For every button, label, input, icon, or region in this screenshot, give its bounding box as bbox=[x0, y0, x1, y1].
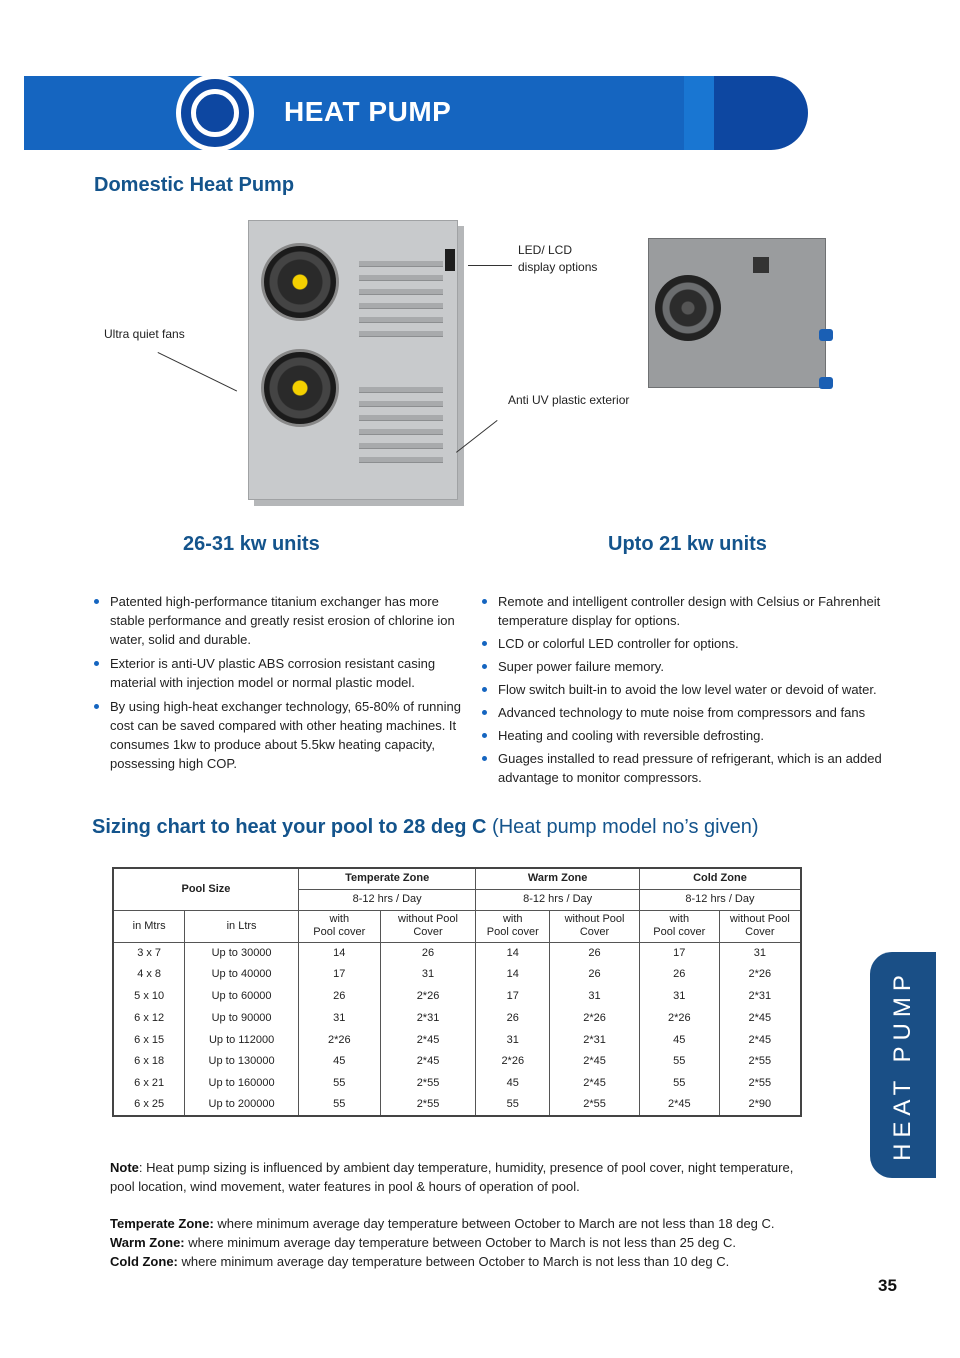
table-row bbox=[113, 964, 801, 986]
table-row bbox=[113, 942, 801, 964]
table-cell: 31 bbox=[298, 1007, 380, 1029]
list-item: Heating and cooling with reversible defrosting. bbox=[482, 726, 892, 745]
table-cell: 2*55 bbox=[719, 1073, 801, 1095]
table-cell: 45 bbox=[639, 1029, 719, 1051]
side-tab-label bbox=[870, 952, 936, 1178]
zone-text: where minimum average day temperature between October to March is not less than 25 deg C. bbox=[184, 1235, 736, 1250]
vent-slat bbox=[359, 415, 443, 421]
table-cell: 45 bbox=[476, 1073, 550, 1095]
table-cell: 31 bbox=[719, 942, 801, 964]
zone-text: where minimum average day temperature between October to March are not less than 18 deg C. bbox=[213, 1216, 775, 1231]
note-text: : Heat pump sizing is influenced by ambient day temperature, humidity, presence of pool cover, night temperature, pool location, wind movement, water features in pool & hours of operation of pool. bbox=[110, 1160, 794, 1194]
table-cell: 2*26 bbox=[298, 1029, 380, 1051]
large-heat-pump-image bbox=[248, 220, 458, 500]
zone-definition bbox=[110, 1214, 830, 1233]
zone-text: where minimum average day temperature between October to March is not less than 10 deg C. bbox=[177, 1254, 730, 1269]
table-cell: Up to 112000 bbox=[185, 1029, 299, 1051]
table-cell: 5 x 10 bbox=[113, 986, 185, 1008]
list-item: Remote and intelligent controller design with Celsius or Fahrenheit temperature display for options. bbox=[482, 592, 892, 630]
table-cell: 2*26 bbox=[476, 1051, 550, 1073]
table-cell: 26 bbox=[639, 964, 719, 986]
table-cell: 2*90 bbox=[719, 1095, 801, 1117]
table-cell: 17 bbox=[476, 986, 550, 1008]
sizing-chart-title bbox=[92, 816, 758, 839]
table-cell: 6 x 25 bbox=[113, 1095, 185, 1117]
table-cell: 2*26 bbox=[719, 964, 801, 986]
table-cell: 26 bbox=[380, 942, 476, 964]
table-cell: 55 bbox=[639, 1073, 719, 1095]
table-cell: 2*26 bbox=[639, 1007, 719, 1029]
sizing-table bbox=[112, 867, 802, 1117]
table-cell: 31 bbox=[550, 986, 640, 1008]
zone-header: Warm Zone bbox=[476, 868, 640, 889]
list-item: Exterior is anti-UV plastic ABS corrosion resistant casing material with injection model or normal plastic model. bbox=[94, 654, 464, 692]
vent-slat bbox=[359, 429, 443, 435]
table-cell: 2*45 bbox=[550, 1051, 640, 1073]
zone-definition bbox=[110, 1252, 830, 1271]
table-cell: 26 bbox=[550, 942, 640, 964]
zone-label: Cold Zone: bbox=[110, 1254, 178, 1269]
callout-ultra-quiet: Ultra quiet fans bbox=[104, 327, 185, 341]
table-row bbox=[113, 1051, 801, 1073]
table-cell: 6 x 15 bbox=[113, 1029, 185, 1051]
zone-header: Cold Zone bbox=[639, 868, 801, 889]
table-cell: 17 bbox=[639, 942, 719, 964]
table-cell: 2*31 bbox=[380, 1007, 476, 1029]
vent-slat bbox=[359, 303, 443, 309]
vent-slat bbox=[359, 331, 443, 337]
col-header-without-cover: without Pool Cover bbox=[550, 910, 640, 942]
page-number: 35 bbox=[878, 1276, 897, 1295]
page-title: HEAT PUMP bbox=[284, 96, 452, 127]
list-item: Patented high-performance titanium exchanger has more stable performance and greatly resist erosion of chlorine ion water, solid and durable. bbox=[94, 592, 464, 649]
side-tab-text: HEAT PUMP bbox=[889, 969, 916, 1161]
table-cell: Up to 200000 bbox=[185, 1095, 299, 1117]
table-cell: 2*55 bbox=[380, 1073, 476, 1095]
list-item: Advanced technology to mute noise from compressors and fans bbox=[482, 703, 892, 722]
table-cell: 2*55 bbox=[380, 1095, 476, 1117]
table-cell: 26 bbox=[298, 986, 380, 1008]
zone-header: Temperate Zone bbox=[298, 868, 475, 889]
table-cell: 45 bbox=[298, 1051, 380, 1073]
hours-header: 8-12 hrs / Day bbox=[476, 889, 640, 910]
table-cell: 26 bbox=[476, 1007, 550, 1029]
right-feature-list bbox=[482, 592, 892, 791]
table-cell: 31 bbox=[476, 1029, 550, 1051]
table-cell: 14 bbox=[476, 942, 550, 964]
table-cell: 31 bbox=[639, 986, 719, 1008]
table-cell: 2*45 bbox=[639, 1095, 719, 1117]
fan-icon bbox=[261, 349, 339, 427]
table-cell: 2*45 bbox=[550, 1073, 640, 1095]
vent-slat bbox=[359, 387, 443, 393]
zone-label: Warm Zone: bbox=[110, 1235, 185, 1250]
table-cell: 14 bbox=[476, 964, 550, 986]
list-item: Super power failure memory. bbox=[482, 657, 892, 676]
table-cell: 3 x 7 bbox=[113, 942, 185, 964]
left-feature-list bbox=[94, 592, 464, 778]
table-cell: 55 bbox=[298, 1073, 380, 1095]
table-body bbox=[113, 942, 801, 1116]
table-cell: Up to 130000 bbox=[185, 1051, 299, 1073]
banner-cap-dark bbox=[714, 76, 808, 150]
table-cell: 31 bbox=[380, 964, 476, 986]
list-item: Guages installed to read pressure of refrigerant, which is an added advantage to monitor compressors. bbox=[482, 749, 892, 787]
hours-header: 8-12 hrs / Day bbox=[639, 889, 801, 910]
table-cell: Up to 30000 bbox=[185, 942, 299, 964]
callout-line bbox=[158, 352, 238, 391]
table-cell: 17 bbox=[298, 964, 380, 986]
table-cell: Up to 90000 bbox=[185, 1007, 299, 1029]
small-heat-pump-image bbox=[648, 238, 826, 388]
note-label: Note bbox=[110, 1160, 139, 1175]
table-cell: 6 x 21 bbox=[113, 1073, 185, 1095]
table-cell: Up to 160000 bbox=[185, 1073, 299, 1095]
sizing-title-text: Sizing chart to heat your pool to 28 deg C bbox=[92, 816, 487, 838]
zone-label: Temperate Zone: bbox=[110, 1216, 214, 1231]
circle-ring bbox=[191, 89, 239, 137]
list-item: By using high-heat exchanger technology, 65-80% of running cost can be saved compared with other heating machines. It consumes 1kw to produce about 5.5kw heating capacity, possessing high COP. bbox=[94, 697, 464, 773]
table-cell: 2*31 bbox=[719, 986, 801, 1008]
note-paragraph bbox=[110, 1158, 820, 1196]
table-cell: 6 x 12 bbox=[113, 1007, 185, 1029]
vent-slat bbox=[359, 275, 443, 281]
col-header-ltrs: in Ltrs bbox=[185, 910, 299, 942]
right-unit-title: Upto 21 kw units bbox=[608, 533, 767, 555]
col-header-without-cover: without Pool Cover bbox=[380, 910, 476, 942]
zone-definition bbox=[110, 1233, 830, 1252]
table-cell: 6 x 18 bbox=[113, 1051, 185, 1073]
left-unit-title: 26-31 kw units bbox=[183, 533, 320, 555]
table-cell: 2*26 bbox=[380, 986, 476, 1008]
list-item: LCD or colorful LED controller for options. bbox=[482, 634, 892, 653]
table-row bbox=[113, 1073, 801, 1095]
section-title: Domestic Heat Pump bbox=[94, 174, 295, 196]
table-cell: 55 bbox=[639, 1051, 719, 1073]
table-cell: 2*31 bbox=[550, 1029, 640, 1051]
callout-line bbox=[468, 265, 512, 266]
display-panel-icon bbox=[445, 249, 455, 271]
col-header-with-cover: with Pool cover bbox=[639, 910, 719, 942]
table-cell: Up to 40000 bbox=[185, 964, 299, 986]
fan-icon bbox=[261, 243, 339, 321]
table-cell: 2*55 bbox=[550, 1095, 640, 1117]
sizing-subtitle: (Heat pump model no’s given) bbox=[492, 816, 759, 838]
callout-anti-uv: Anti UV plastic exterior bbox=[508, 393, 630, 407]
pipe-connector-icon bbox=[819, 329, 833, 341]
vent-slat bbox=[359, 457, 443, 463]
table-cell: 2*45 bbox=[719, 1007, 801, 1029]
table-cell: 2*45 bbox=[719, 1029, 801, 1051]
list-item: Flow switch built-in to avoid the low level water or devoid of water. bbox=[482, 680, 892, 699]
fan-icon bbox=[655, 275, 721, 341]
table-cell: 14 bbox=[298, 942, 380, 964]
table-cell: Up to 60000 bbox=[185, 986, 299, 1008]
hours-header: 8-12 hrs / Day bbox=[298, 889, 475, 910]
zone-definitions bbox=[110, 1214, 830, 1271]
vent-slat bbox=[359, 401, 443, 407]
table-row bbox=[113, 1007, 801, 1029]
callout-led-lcd: LED/ LCD display options bbox=[518, 243, 598, 275]
col-header-mtrs: in Mtrs bbox=[113, 910, 185, 942]
col-header-with-cover: with Pool cover bbox=[476, 910, 550, 942]
vent-slat bbox=[359, 261, 443, 267]
table-row bbox=[113, 1029, 801, 1051]
pipe-connector-icon bbox=[819, 377, 833, 389]
vent-slat bbox=[359, 317, 443, 323]
display-panel-icon bbox=[753, 257, 769, 273]
table-cell: 55 bbox=[476, 1095, 550, 1117]
header-banner bbox=[24, 76, 808, 150]
col-header-without-cover: without Pool Cover bbox=[719, 910, 801, 942]
pool-size-header: Pool Size bbox=[113, 868, 298, 910]
table-cell: 2*26 bbox=[550, 1007, 640, 1029]
table-cell: 2*45 bbox=[380, 1029, 476, 1051]
table-cell: 4 x 8 bbox=[113, 964, 185, 986]
table-cell: 55 bbox=[298, 1095, 380, 1117]
table-cell: 2*55 bbox=[719, 1051, 801, 1073]
circle-logo-icon bbox=[176, 74, 254, 152]
table-row bbox=[113, 1095, 801, 1117]
table-row bbox=[113, 986, 801, 1008]
col-header-with-cover: with Pool cover bbox=[298, 910, 380, 942]
vent-slat bbox=[359, 289, 443, 295]
vent-slat bbox=[359, 443, 443, 449]
callout-line bbox=[456, 420, 498, 453]
table-cell: 26 bbox=[550, 964, 640, 986]
table-cell: 2*45 bbox=[380, 1051, 476, 1073]
